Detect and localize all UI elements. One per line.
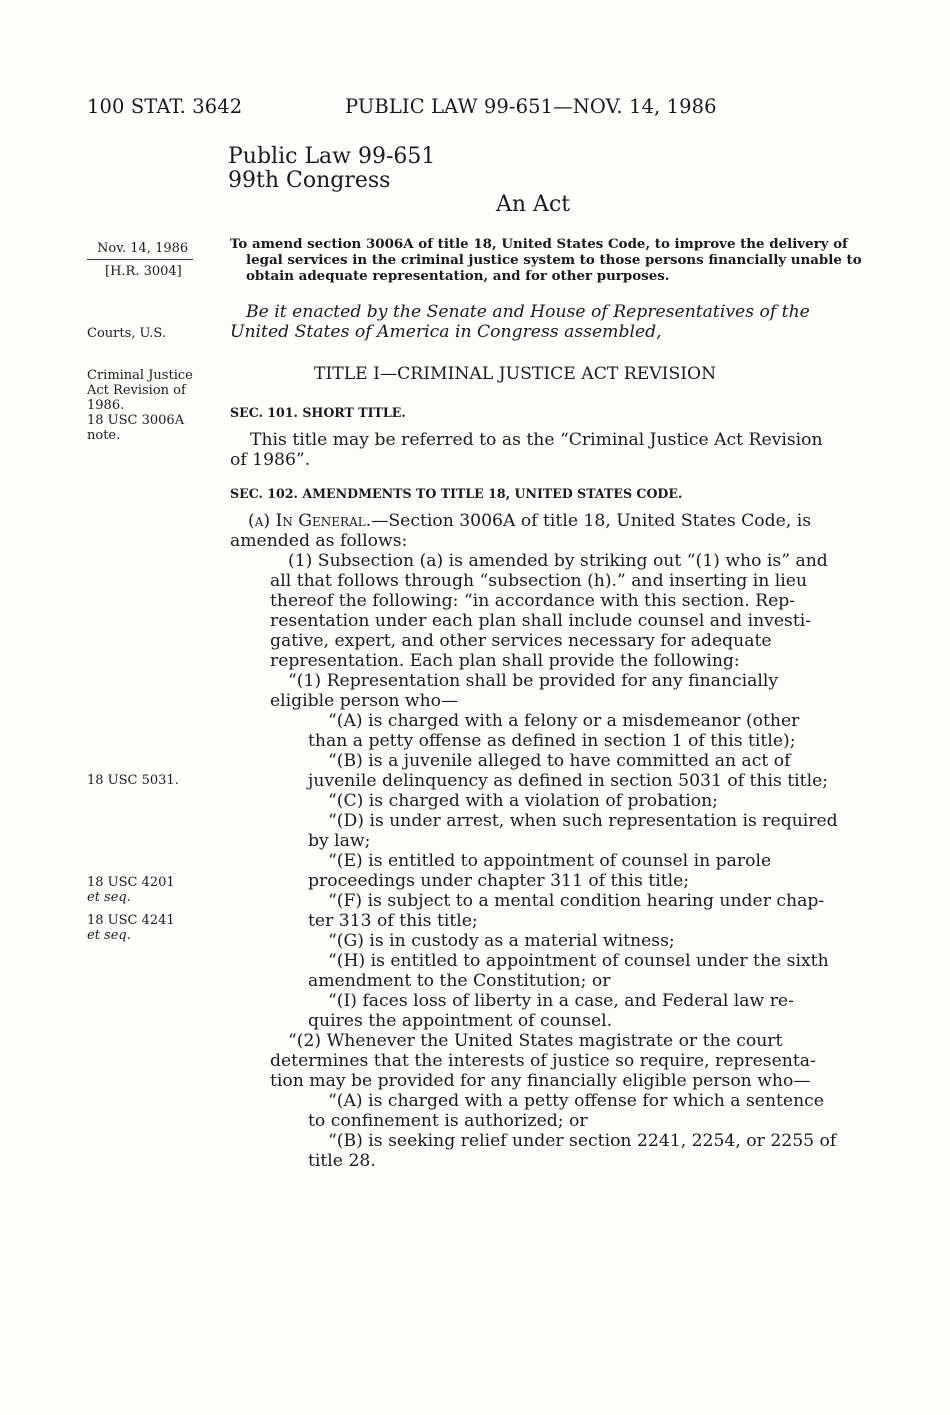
body-line-12: juvenile delinquency as defined in section 5031 of this title; [308, 771, 829, 791]
enacting-line-1: Be it enacted by the Senate and House of Representatives of the [246, 302, 810, 322]
page-citation: 100 STAT. 3642 [87, 95, 243, 118]
body-line-10: than a petty offense as defined in section 1 of this title); [308, 731, 796, 751]
sec101-heading: SEC. 101. SHORT TITLE. [230, 405, 406, 420]
body-line-6: representation. Each plan shall provide the following: [270, 651, 740, 671]
body-line-21: “(H) is entitled to appointment of counsel under the sixth [328, 951, 829, 971]
in-general-text: —Section 3006A of title 18, United States Code, is [371, 511, 812, 531]
body-line-22: amendment to the Constitution; or [308, 971, 611, 991]
body-line-19: ter 313 of this title; [308, 911, 478, 931]
running-head: PUBLIC LAW 99-651—NOV. 14, 1986 [345, 95, 717, 118]
enacting-line-2: United States of America in Congress assembled, [230, 322, 662, 342]
sec102-general-line-2: amended as follows: [230, 531, 408, 551]
title-heading: TITLE I—CRIMINAL JUSTICE ACT REVISION [314, 364, 717, 384]
margin-date: Nov. 14, 1986 [97, 241, 189, 256]
body-line-26: determines that the interests of justice so require, representa- [270, 1051, 816, 1071]
margin-cja-2: Act Revision of [87, 383, 186, 398]
body-line-3: thereof the following: “in accordance with this section. Rep- [270, 591, 796, 611]
margin-usc4241-etseq: et seq. [87, 928, 131, 943]
law-number: Public Law 99-651 [228, 144, 436, 169]
body-line-8: eligible person who— [270, 691, 459, 711]
margin-usc4241: 18 USC 4241 [87, 913, 175, 928]
margin-usc5031: 18 USC 5031. [87, 773, 179, 788]
body-line-27: tion may be provided for any financially eligible person who— [270, 1071, 811, 1091]
in-general-label: (a) In General. [248, 511, 372, 531]
body-line-1: (1) Subsection (a) is amended by striking out “(1) who is” and [288, 551, 828, 571]
margin-usc4201-etseq: et seq. [87, 890, 131, 905]
margin-rule [87, 259, 193, 260]
body-line-4: resentation under each plan shall include counsel and investi- [270, 611, 812, 631]
margin-cja-3: 1986. [87, 398, 125, 413]
body-line-24: quires the appointment of counsel. [308, 1011, 613, 1031]
body-line-28: “(A) is charged with a petty offense for which a sentence [328, 1091, 824, 1111]
sec102-general-line-1 [248, 511, 811, 531]
purpose-line-2: legal services in the criminal justice system to those persons financially unable to [246, 252, 862, 268]
body-line-13: “(C) is charged with a violation of probation; [328, 791, 718, 811]
margin-cja-1: Criminal Justice [87, 368, 193, 383]
sec102-heading: SEC. 102. AMENDMENTS TO TITLE 18, UNITED STATES CODE. [230, 486, 683, 501]
body-line-9: “(A) is charged with a felony or a misdemeanor (other [328, 711, 800, 731]
body-line-17: proceedings under chapter 311 of this title; [308, 871, 690, 891]
body-line-7: “(1) Representation shall be provided for any financially [288, 671, 779, 691]
margin-cja-4: 18 USC 3006A [87, 413, 185, 428]
body-line-5: gative, expert, and other services necessary for adequate [270, 631, 772, 651]
body-line-31: title 28. [308, 1151, 376, 1171]
margin-courts: Courts, U.S. [87, 326, 166, 341]
body-line-15: by law; [308, 831, 371, 851]
purpose-line-3: obtain adequate representation, and for other purposes. [246, 268, 670, 284]
margin-cja-5: note. [87, 428, 121, 443]
body-line-18: “(F) is subject to a mental condition hearing under chap- [328, 891, 825, 911]
act-heading: An Act [496, 192, 571, 217]
margin-bill: [H.R. 3004] [105, 264, 182, 279]
margin-usc4201: 18 USC 4201 [87, 875, 175, 890]
body-line-16: “(E) is entitled to appointment of counsel in parole [328, 851, 772, 871]
body-line-23: “(I) faces loss of liberty in a case, and Federal law re- [328, 991, 794, 1011]
body-line-2: all that follows through “subsection (h).” and inserting in lieu [270, 571, 808, 591]
body-line-20: “(G) is in custody as a material witness; [328, 931, 675, 951]
body-line-30: “(B) is seeking relief under section 2241, 2254, or 2255 of [328, 1131, 837, 1151]
sec101-line-2: of 1986”. [230, 450, 311, 470]
body-line-25: “(2) Whenever the United States magistrate or the court [288, 1031, 783, 1051]
sec101-line-1: This title may be referred to as the “Criminal Justice Act Revision [250, 430, 823, 450]
body-line-14: “(D) is under arrest, when such representation is required [328, 811, 838, 831]
body-line-11: “(B) is a juvenile alleged to have committed an act of [328, 751, 791, 771]
congress-number: 99th Congress [228, 168, 391, 193]
purpose-line-1: To amend section 3006A of title 18, United States Code, to improve the delivery of [230, 236, 848, 252]
body-line-29: to confinement is authorized; or [308, 1111, 588, 1131]
